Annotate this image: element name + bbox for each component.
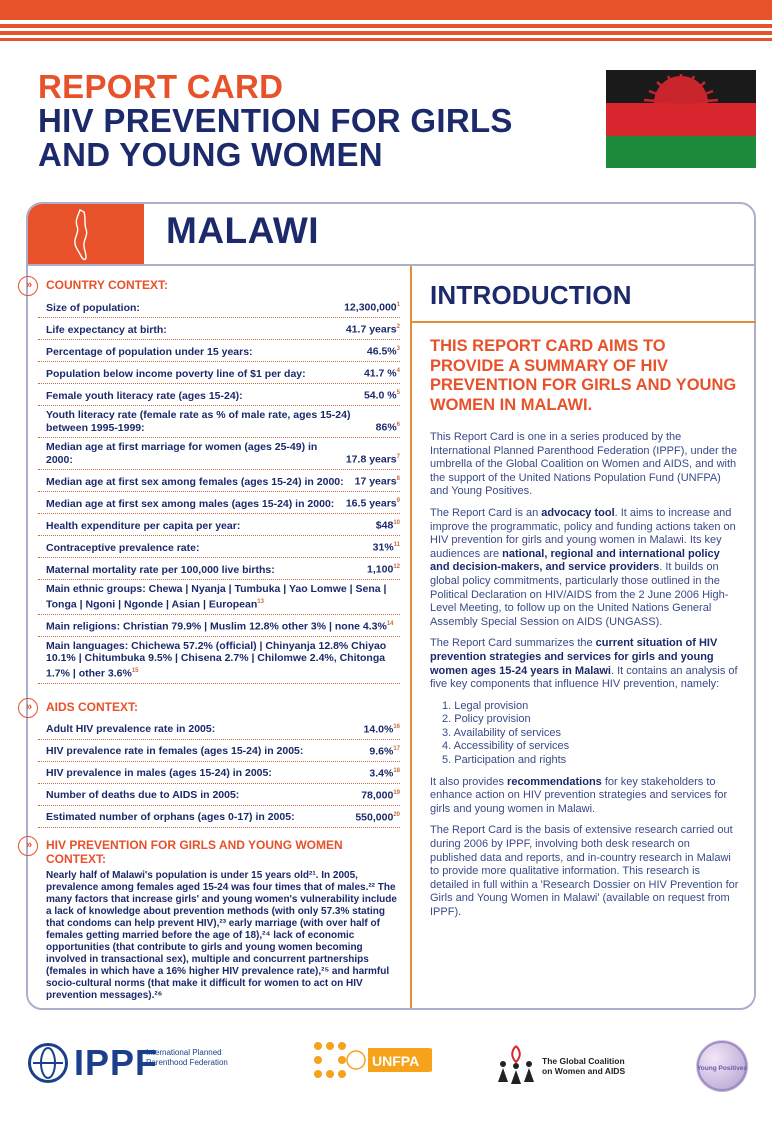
country-tab	[28, 204, 144, 264]
row-label: Median age at first sex among females (ages 15-24) in 2000:	[46, 475, 344, 488]
row-value: 9.6%$^{17}$	[369, 745, 400, 757]
row-value: 17.8 years$^7$	[345, 453, 400, 466]
list-item: 5. Participation and rights	[442, 754, 567, 767]
right-column	[430, 280, 740, 928]
report-title-line1: HIV PREVENTION FOR GIRLS	[38, 102, 513, 139]
intro-paragraph-1: This Report Card is one in a series produced by the International Planned Parenthood Federation (IPPF), under the umbrella of the Global Coalition on Women and AIDS, and with the support of the United Nations Population Fund (UNFPA) and Young Positives.	[430, 431, 737, 498]
introduction-lead: THIS REPORT CARD AIMS TO PROVIDE A SUMMARY OF HIV PREVENTION FOR GIRLS AND YOUNG WOMEN IN MALAWI.	[430, 337, 737, 414]
table-row	[38, 514, 400, 536]
table-row	[38, 784, 400, 806]
report-kicker: REPORT CARD	[38, 68, 284, 105]
table-row	[38, 318, 400, 340]
intro-paragraph-5: The Report Card is the basis of extensive research carried out during 2006 by IPPF, involving both desk research on published data and reports, and in-country research in Malawi to provide more qualitative information. This research is detailed in full within a 'Research Dossier on HIV Prevention for Girls and Young Women in Malawi' (available on request from IPPF).	[430, 824, 739, 918]
list-item: 4. Accessibility of services	[442, 740, 570, 753]
row-label: HIV prevalence in males (ages 15-24) in 2005:	[46, 767, 272, 779]
table-row	[38, 558, 400, 580]
chevron-right-icon: »	[18, 836, 38, 856]
country-context-heading: » COUNTRY CONTEXT:	[46, 278, 400, 292]
row-label: Maternal mortality rate per 100,000 live births:	[46, 563, 275, 576]
row-value: 3.4%$^{18}$	[369, 767, 400, 779]
table-row	[38, 762, 400, 784]
row-label: Female youth literacy rate (ages 15-24):	[46, 389, 243, 402]
chevron-right-icon: »	[18, 276, 38, 296]
row-value: 16.5 years$^9$	[345, 497, 400, 510]
components-list	[442, 700, 740, 768]
table-row	[38, 384, 400, 406]
table-row	[38, 718, 400, 740]
row-label: Life expectancy at birth:	[46, 323, 167, 336]
young-positives-logo	[696, 1040, 748, 1092]
introduction-rule	[412, 321, 756, 323]
table-row	[38, 470, 400, 492]
table-row	[38, 362, 400, 384]
row-label: Contraceptive prevalence rate:	[46, 541, 200, 554]
row-value: 14.0%$^{16}$	[363, 723, 400, 735]
malawi-map-icon	[28, 204, 144, 264]
report-header	[38, 70, 578, 172]
row-value: 78,000$^{19}$	[361, 789, 400, 801]
ethnic-groups-row: Main ethnic groups: Chewa | Nyanja | Tumbuka | Yao Lomwe | Sena | Tonga | Ngoni | Ngonde | Asian | European$^{13}$	[38, 580, 400, 615]
row-value: 46.5%$^3$	[366, 345, 400, 358]
top-stripes	[0, 0, 772, 44]
coalition-figures-icon	[494, 1042, 538, 1086]
coalition-text: The Global Coalition on Women and AIDS	[542, 1056, 626, 1076]
young-positives-wordmark: Young Positives	[696, 1065, 748, 1072]
ippf-subtitle: International Planned Parenthood Federation	[146, 1048, 228, 1067]
country-name: MALAWI	[166, 210, 320, 251]
list-item: 2. Policy provision	[442, 713, 531, 726]
list-item: 1. Legal provision	[442, 699, 529, 712]
row-label: Size of population:	[46, 301, 140, 314]
row-label: Number of deaths due to AIDS in 2005:	[46, 789, 240, 801]
ippf-wordmark: IPPF	[74, 1042, 159, 1083]
aids-context-heading: » AIDS CONTEXT:	[46, 700, 400, 714]
unfpa-logo	[312, 1038, 432, 1088]
table-row	[38, 806, 400, 828]
row-value: 550,000$^{20}$	[355, 811, 400, 823]
row-label: Percentage of population under 15 years:	[46, 345, 253, 358]
list-item: 3. Availability of services	[442, 726, 562, 739]
column-divider	[410, 266, 412, 1008]
table-row	[38, 340, 400, 362]
global-coalition-logo	[494, 1042, 654, 1086]
chevron-right-icon: »	[18, 698, 38, 718]
row-value: 41.7 %$^4$	[363, 367, 400, 380]
row-label: Youth literacy rate (female rate as % of male rate, ages 15-24) between 1995-1999:	[46, 409, 351, 434]
country-context-table	[38, 296, 400, 580]
row-label: Health expenditure per capita per year:	[46, 519, 241, 532]
intro-paragraph-2: The Report Card is an advocacy tool. It aims to increase and improve the programmatic, policy and funding actions taken on HIV prevention for girls and young women in Malawi. Its key audiences are national, regional and international policy and decision-makers, and service providers. It builds on global policy commitments, particularly those outlined in the Political Declaration on HIV/AIDS from the 2 June 2006 High-Level Meeting, to follow up on the United Nations General Assembly Special Session on AIDS (UNGASS).	[430, 506, 736, 628]
introduction-heading: INTRODUCTION	[430, 280, 632, 310]
table-row	[38, 740, 400, 762]
footer-logos	[0, 1030, 772, 1100]
header-divider	[28, 264, 754, 266]
row-label: Median age at first sex among males (ages 15-24) in 2000:	[46, 497, 335, 510]
table-row	[38, 438, 400, 470]
row-value: 31%$^{11}$	[372, 541, 400, 554]
row-value: 41.7 years$^2$	[345, 323, 400, 336]
malawi-flag-icon	[606, 70, 756, 168]
globe-icon	[28, 1043, 68, 1083]
languages-row: Main languages: Chichewa 57.2% (official) | Chinyanja 12.8% Chiyao 10.1% | Chitumbuka 9.5% | Chisena 2.7% | Chilomwe 2.4%, Chitonga 1.7% | other 3.6%$^{15}$	[38, 637, 400, 684]
row-value: $\$48^{10}$	[375, 519, 400, 532]
row-value: 12,300,000$^1$	[344, 301, 400, 314]
intro-paragraph-3: The Report Card summarizes the current situation of HIV prevention strategies and services for girls and young women ages 15-24 years in Malawi. It contains an analysis of five key components that influence HIV prevention, namely:	[430, 637, 738, 691]
left-column	[25, 278, 400, 1002]
row-label: HIV prevalence rate in females (ages 15-24) in 2005:	[46, 745, 304, 757]
row-value: 54.0 %$^5$	[363, 389, 400, 402]
table-row	[38, 536, 400, 558]
intro-paragraph-4: It also provides recommendations for key stakeholders to enhance action on HIV prevention strategies and services for girls and young women in Malawi.	[430, 775, 728, 815]
report-title-line2: AND YOUNG WOMEN	[38, 136, 383, 173]
religions-row: Main religions: Christian 79.9% | Muslim 12.8% other 3% | none 4.3%$^{14}$	[38, 615, 400, 637]
aids-context-table	[38, 718, 400, 828]
row-label: Estimated number of orphans (ages 0-17) in 2005:	[46, 811, 295, 823]
prevention-context-text: Nearly half of Malawi's population is under 15 years old²¹. In 2005, prevalence among females aged 15-24 was four times that of males.²² The many factors that increase girls' and young women's vulnerability include a lack of knowledge about prevention methods (with only 57.3% stating that condoms can help prevent HIV),²³ early marriage (with over half of females getting married before the age of 18),²⁴ lack of economic opportunities (that contribute to girls and young women becoming involved in transactional sex), multiple and concurrent partnerships (females in which have a 16% higher HIV prevalence rate),²⁵ and harmful socio-cultural norms (that make it difficult for women to act on HIV prevention messages).²⁶	[46, 869, 397, 1001]
row-value: 86%$^6$	[375, 421, 400, 434]
table-row	[38, 296, 400, 318]
table-row	[38, 492, 400, 514]
table-row	[38, 406, 400, 438]
row-label: Adult HIV prevalence rate in 2005:	[46, 723, 216, 735]
row-value: 1,100$^{12}$	[367, 563, 400, 576]
row-value: 17 years$^8$	[354, 475, 400, 488]
unfpa-wordmark: UNFPA	[372, 1053, 420, 1069]
prevention-context-heading: » HIV PREVENTION FOR GIRLS AND YOUNG WOMEN CONTEXT:	[46, 838, 400, 866]
ippf-logo	[28, 1042, 158, 1084]
row-label: Median age at first marriage for women (ages 25-49) in 2000:	[46, 441, 318, 466]
row-label: Population below income poverty line of $1 per day:	[46, 367, 306, 380]
